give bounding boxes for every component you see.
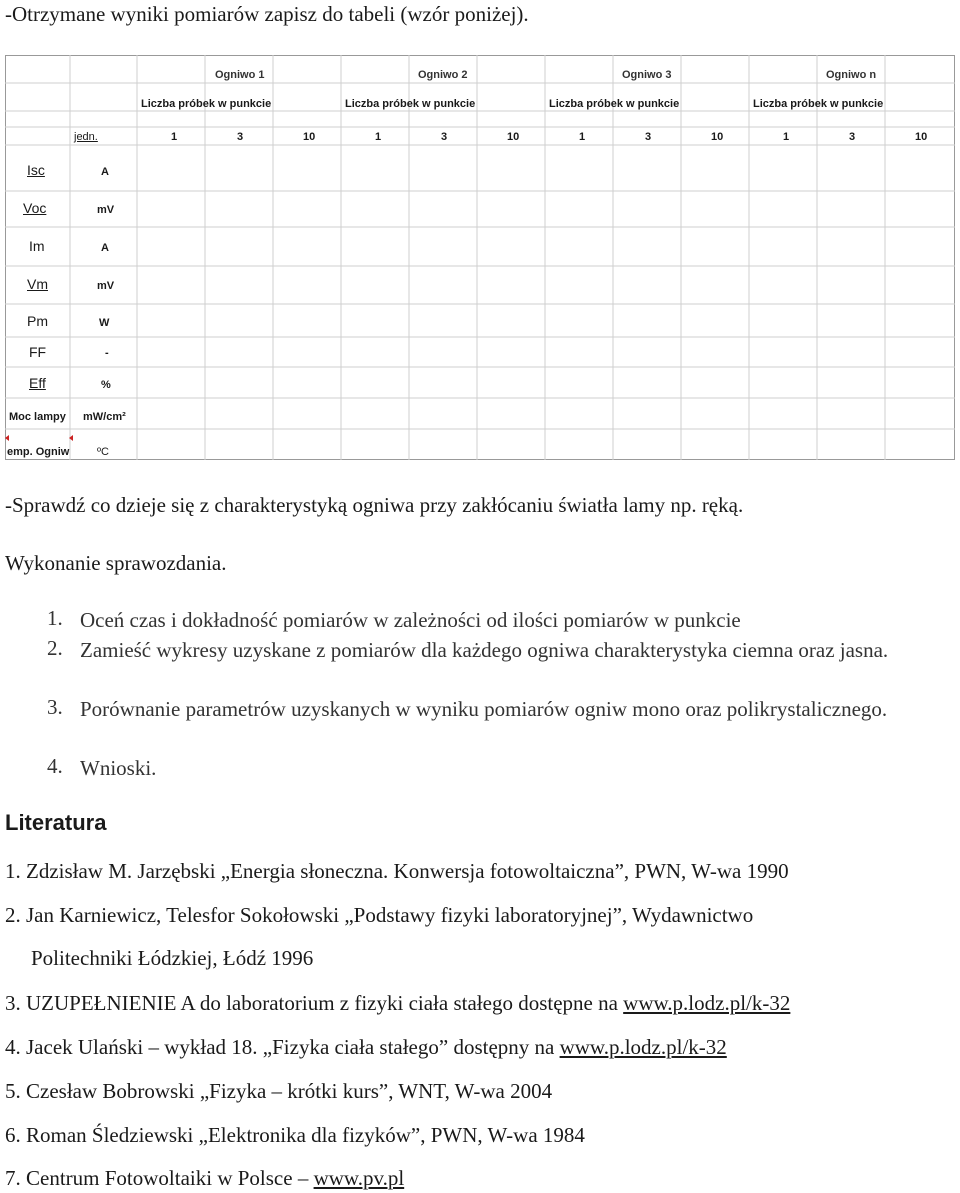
sample-count: 3 (849, 131, 856, 143)
table-grid (5, 55, 955, 460)
reference-2-continued: Politechniki Łódzkiej, Łódź 1996 (31, 946, 314, 970)
check-note: -Sprawdź co dzieje się z charakterystyką ogniwa przy zakłócaniu światła lamy np. ręką. (5, 493, 744, 517)
reference-4-text: 4. Jacek Ulański – wykład 18. „Fizyka ciała stałego” dostępny na (5, 1035, 560, 1059)
sample-count: 3 (441, 131, 448, 143)
report-item-number: 3. (47, 695, 63, 719)
unit-isc: A (101, 166, 109, 178)
report-item-number: 4. (47, 754, 63, 778)
reference-7-text: 7. Centrum Fotowoltaiki w Polsce – (5, 1166, 314, 1190)
unit-vm: mV (97, 280, 115, 292)
sample-count: 10 (303, 131, 316, 143)
measurement-table-template (5, 55, 955, 460)
reference-3-link[interactable]: www.p.lodz.pl/k-32 (623, 991, 791, 1015)
reference-4 (5, 1035, 727, 1060)
report-item-text: Porównanie parametrów uzyskanych w wyniku pomiarów ogniw mono oraz polikrystalicznego. (80, 697, 888, 721)
unit-voc: mV (97, 204, 115, 216)
param-vm: Vm (27, 276, 48, 292)
unit-eff: % (101, 379, 111, 391)
param-pm: Pm (27, 313, 48, 329)
report-heading: Wykonanie sprawozdania. (5, 551, 227, 575)
unit-column-header: jedn. (74, 131, 98, 143)
report-item-number: 1. (47, 606, 63, 630)
sample-count: 10 (915, 131, 928, 143)
report-item-text: Wnioski. (80, 756, 157, 780)
sample-count: 10 (507, 131, 520, 143)
samples-label-2: Liczba próbek w punkcie (345, 98, 476, 110)
literature-heading: Literatura (5, 810, 107, 835)
report-item-number: 2. (47, 636, 63, 660)
samples-label-n: Liczba próbek w punkcie (753, 98, 884, 110)
samples-label-3: Liczba próbek w punkcie (549, 98, 680, 110)
reference-1: 1. Zdzisław M. Jarzębski „Energia słoneczna. Konwersja fotowoltaiczna”, PWN, W-wa 1990 (5, 859, 789, 883)
unit-cell-temperature: ºC (97, 446, 109, 458)
unit-ff: - (105, 347, 109, 359)
reference-4-link[interactable]: www.p.lodz.pl/k-32 (559, 1035, 727, 1059)
cell-header-2: Ogniwo 2 (418, 69, 468, 81)
reference-7-link[interactable]: www.pv.pl (313, 1166, 405, 1190)
param-isc: Isc (27, 162, 45, 178)
param-lamp-power: Moc lampy (9, 411, 66, 423)
param-eff: Eff (29, 375, 46, 391)
unit-pm: W (99, 317, 110, 329)
cell-header-3: Ogniwo 3 (622, 69, 672, 81)
unit-im: A (101, 242, 109, 254)
reference-5: 5. Czesław Bobrowski „Fizyka – krótki kurs”, WNT, W-wa 2004 (5, 1079, 553, 1103)
reference-2: 2. Jan Karniewicz, Telesfor Sokołowski „Podstawy fizyki laboratoryjnej”, Wydawnictwo (5, 903, 754, 927)
sample-count: 1 (579, 131, 586, 143)
cell-header-1: Ogniwo 1 (215, 69, 265, 81)
param-voc: Voc (23, 200, 47, 216)
sample-count: 3 (645, 131, 652, 143)
reference-3 (5, 991, 790, 1016)
sample-count: 1 (171, 131, 178, 143)
samples-label-1: Liczba próbek w punkcie (141, 98, 272, 110)
sample-count: 10 (711, 131, 724, 143)
param-im: Im (29, 238, 45, 254)
unit-lamp-power: mW/cm² (83, 411, 126, 423)
report-item-text: Zamieść wykresy uzyskane z pomiarów dla każdego ogniwa charakterystyka ciemna oraz jasna. (80, 638, 889, 662)
sample-count: 1 (375, 131, 382, 143)
sample-count: 3 (237, 131, 244, 143)
reference-6: 6. Roman Śledziewski „Elektronika dla fizyków”, PWN, W-wa 1984 (5, 1123, 585, 1147)
sample-count: 1 (783, 131, 790, 143)
reference-3-text: 3. UZUPEŁNIENIE A do laboratorium z fizyki ciała stałego dostępne na (5, 991, 624, 1015)
intro-text: -Otrzymane wyniki pomiarów zapisz do tabeli (wzór poniżej). (5, 2, 529, 26)
cell-header-n: Ogniwo n (826, 69, 877, 81)
param-cell-temperature: emp. Ogniw (7, 446, 70, 458)
param-ff: FF (29, 344, 47, 360)
report-item-text: Oceń czas i dokładność pomiarów w zależności od ilości pomiarów w punkcie (80, 608, 741, 632)
reference-7 (5, 1166, 404, 1191)
